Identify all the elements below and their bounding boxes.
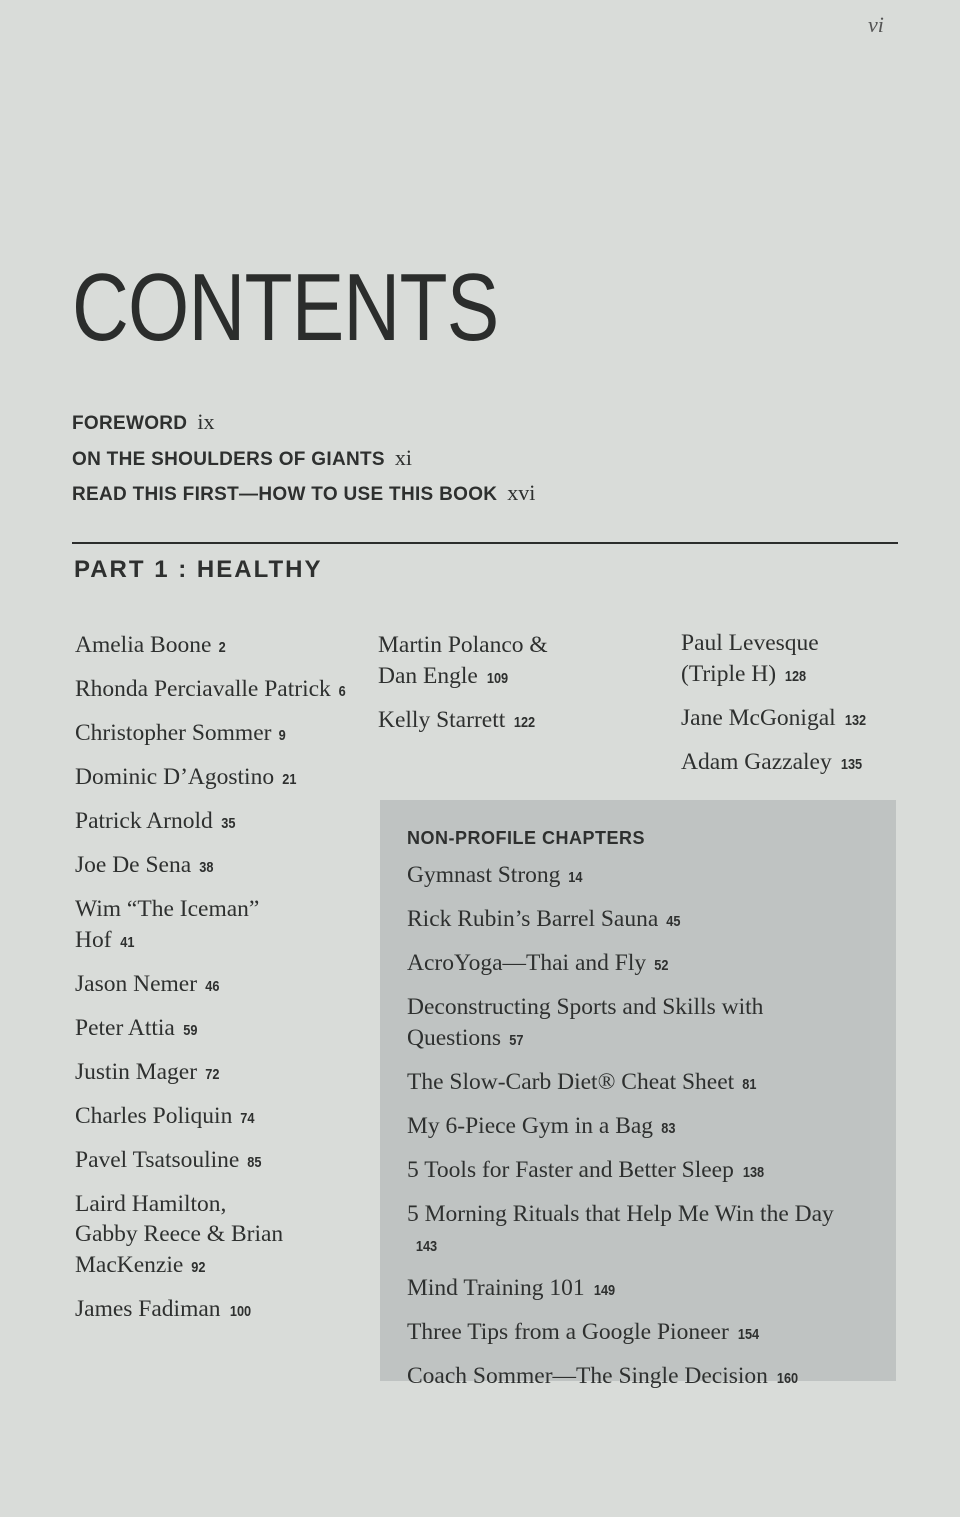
entry-page: 57 bbox=[509, 1031, 524, 1049]
entry-page: 109 bbox=[486, 669, 508, 687]
entry-page: 138 bbox=[742, 1163, 765, 1181]
entry-name: Amelia Boone bbox=[75, 632, 212, 658]
profile-column-1 bbox=[75, 630, 365, 1327]
entry-name: Joe De Sena bbox=[75, 852, 192, 878]
entry-name: Paul Levesque (Triple H) bbox=[681, 630, 819, 687]
non-profile-entry bbox=[407, 948, 877, 982]
entry-page: 135 bbox=[840, 755, 862, 773]
entry-page: 154 bbox=[737, 1326, 759, 1343]
entry-page: 100 bbox=[229, 1302, 251, 1320]
entry-page: 81 bbox=[742, 1075, 757, 1093]
entry-name: Rick Rubin’s Barrel Sauna bbox=[407, 906, 659, 932]
entry-page: 143 bbox=[415, 1238, 438, 1255]
non-profile-entry bbox=[407, 860, 877, 894]
front-matter-list bbox=[72, 404, 535, 511]
entry-page: 41 bbox=[119, 933, 134, 951]
entry-page: 14 bbox=[568, 869, 583, 886]
toc-entry bbox=[681, 628, 846, 692]
page-title: CONTENTS bbox=[72, 254, 499, 361]
entry-name: Mind Training 101 bbox=[407, 1275, 585, 1301]
entry-name: Charles Poliquin bbox=[75, 1102, 233, 1129]
toc-entry bbox=[681, 703, 941, 737]
front-matter-page: xvi bbox=[507, 480, 536, 505]
toc-entry bbox=[75, 894, 285, 958]
entry-name: 5 Morning Rituals that Help Me Win the Day bbox=[407, 1200, 834, 1227]
toc-entry bbox=[75, 850, 365, 884]
toc-entry bbox=[681, 747, 941, 781]
entry-name: Wim “The Iceman” Hof bbox=[75, 896, 260, 953]
toc-entry bbox=[75, 1057, 365, 1091]
non-profile-entry bbox=[407, 1273, 877, 1307]
part-heading: PART 1 : HEALTHY bbox=[74, 556, 323, 583]
entry-name: Deconstructing Sports and Skills with Questions bbox=[407, 994, 764, 1051]
entry-name: Peter Attia bbox=[75, 1014, 175, 1041]
non-profile-entry bbox=[407, 1361, 877, 1395]
entry-page: 52 bbox=[654, 957, 669, 974]
non-profile-entry bbox=[407, 1155, 877, 1189]
entry-name: Christopher Sommer bbox=[75, 720, 272, 746]
entry-page: 85 bbox=[247, 1153, 262, 1171]
front-matter-item-foreword bbox=[72, 404, 535, 440]
entry-name: Laird Hamilton, Gabby Reece & Brian MacKenzie bbox=[75, 1190, 284, 1278]
entry-name: James Fadiman bbox=[75, 1295, 221, 1322]
entry-name: Three Tips from a Google Pioneer bbox=[407, 1319, 729, 1345]
front-matter-page: ix bbox=[197, 409, 215, 434]
front-matter-label: ON THE SHOULDERS OF GIANTS bbox=[72, 448, 385, 470]
entry-page: 122 bbox=[514, 713, 536, 731]
entry-page: 21 bbox=[282, 771, 297, 788]
toc-entry bbox=[75, 1013, 365, 1047]
non-profile-entry bbox=[407, 1199, 847, 1263]
entry-name: 5 Tools for Faster and Better Sleep bbox=[407, 1156, 734, 1183]
toc-entry bbox=[378, 630, 578, 694]
toc-entry bbox=[75, 1189, 290, 1284]
entry-name: Dominic D’Agostino bbox=[75, 764, 275, 790]
toc-entry bbox=[75, 718, 365, 752]
non-profile-list bbox=[407, 822, 877, 1395]
section-divider bbox=[72, 542, 898, 544]
toc-entry bbox=[75, 1145, 365, 1179]
entry-page: 9 bbox=[279, 727, 287, 744]
non-profile-entry bbox=[407, 1067, 877, 1101]
toc-entry bbox=[75, 674, 365, 708]
entry-name: Kelly Starrett bbox=[378, 706, 506, 733]
entry-name: Martin Polanco & Dan Engle bbox=[378, 632, 548, 689]
entry-name: Patrick Arnold bbox=[75, 808, 213, 834]
front-matter-item-read-first bbox=[72, 475, 535, 511]
front-matter-label: READ THIS FIRST—HOW TO USE THIS BOOK bbox=[72, 484, 498, 505]
entry-page: 72 bbox=[205, 1065, 220, 1083]
toc-entry bbox=[75, 762, 365, 796]
front-matter-page: xi bbox=[394, 444, 412, 470]
entry-name: Coach Sommer—The Single Decision bbox=[407, 1363, 768, 1389]
profile-column-3 bbox=[681, 628, 941, 780]
entry-name: Pavel Tsatsouline bbox=[75, 1146, 240, 1173]
non-profile-entry bbox=[407, 1317, 877, 1351]
front-matter-label: FOREWORD bbox=[72, 413, 188, 434]
entry-page: 92 bbox=[191, 1258, 206, 1276]
entry-page: 35 bbox=[220, 815, 236, 832]
entry-name: Jason Nemer bbox=[75, 970, 198, 997]
entry-page: 46 bbox=[205, 977, 220, 995]
entry-page: 160 bbox=[776, 1370, 799, 1387]
entry-name: AcroYoga—Thai and Fly bbox=[407, 950, 647, 976]
profile-column-2 bbox=[378, 630, 668, 738]
non-profile-entry bbox=[407, 1111, 877, 1145]
non-profile-entry bbox=[407, 904, 877, 938]
non-profile-heading: NON-PROFILE CHAPTERS bbox=[407, 828, 646, 848]
toc-entry bbox=[75, 630, 365, 664]
entry-name: Jane McGonigal bbox=[681, 704, 836, 731]
entry-name: Justin Mager bbox=[75, 1058, 198, 1085]
non-profile-entry bbox=[407, 992, 847, 1056]
entry-page: 45 bbox=[666, 913, 681, 930]
page-number: vi bbox=[868, 12, 884, 37]
entry-page: 149 bbox=[593, 1282, 615, 1299]
toc-entry bbox=[75, 1101, 365, 1135]
entry-page: 128 bbox=[784, 667, 807, 685]
toc-entry bbox=[75, 806, 365, 840]
entry-page: 6 bbox=[338, 683, 346, 700]
entry-name: The Slow-Carb Diet® Cheat Sheet bbox=[407, 1068, 735, 1095]
entry-name: Rhonda Perciavalle Patrick bbox=[75, 676, 331, 702]
entry-page: 38 bbox=[199, 859, 214, 876]
front-matter-item-shoulders bbox=[72, 440, 535, 476]
entry-page: 59 bbox=[183, 1021, 198, 1039]
entry-page: 132 bbox=[844, 711, 866, 729]
entry-name: Gymnast Strong bbox=[407, 862, 561, 888]
entry-name: Adam Gazzaley bbox=[681, 748, 832, 775]
entry-page: 2 bbox=[219, 639, 227, 656]
toc-entry bbox=[75, 1294, 365, 1328]
entry-page: 74 bbox=[240, 1109, 255, 1127]
toc-entry bbox=[378, 705, 668, 739]
entry-page: 83 bbox=[661, 1119, 676, 1137]
entry-name: My 6-Piece Gym in a Bag bbox=[407, 1112, 654, 1139]
toc-entry bbox=[75, 969, 365, 1003]
